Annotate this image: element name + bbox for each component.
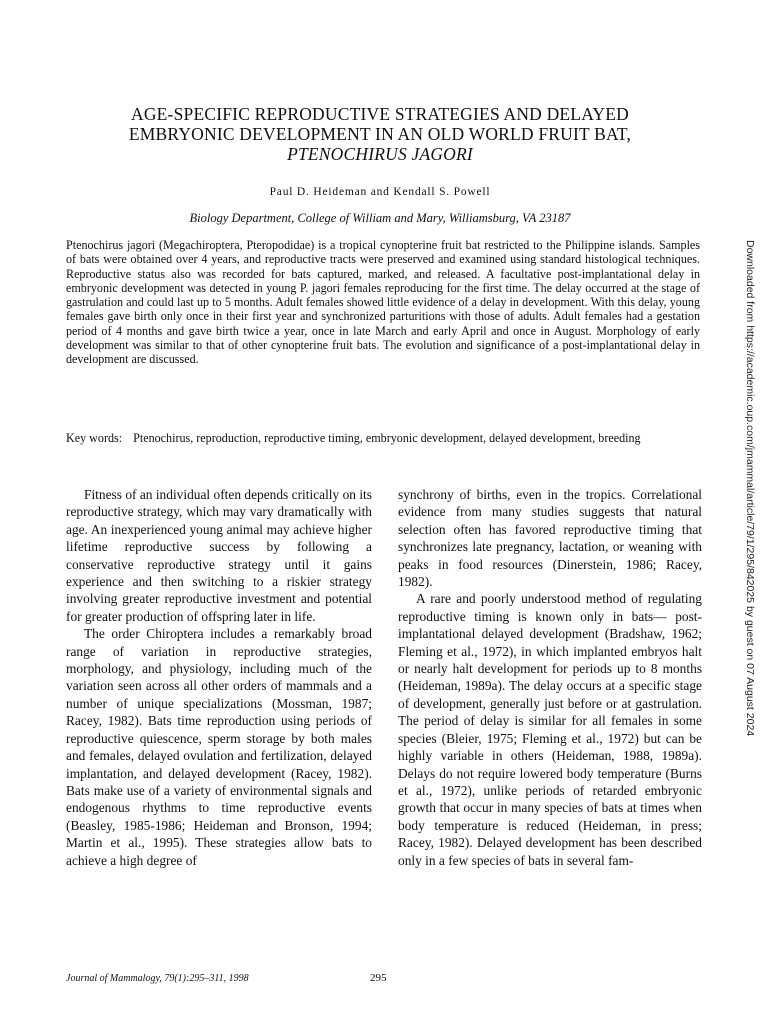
affiliation: Biology Department, College of William and Mary, Williamsburg, VA 23187 (189, 211, 571, 225)
body-column-left (66, 486, 372, 869)
keywords-label: Key words: (66, 431, 123, 445)
page-number: 295 (370, 972, 387, 984)
abstract-text: Ptenochirus jagori (Megachiroptera, Pteropodidae) is a tropical cynopterine fruit bat restricted to the Philippine islands. Samples of bats were obtained over 4 years, and reproductive tracts were preserved and examined using standard histological techniques. Reproductive status also was recorded for bats captured, marked, and released. A facultative post-implantational delay in embryonic development was detected in young P. jagori females reproducing for the first time. The delay occurred at the stage of gastrulation and could last up to 5 months. Adult females showed little evidence of a delay in development. With this delay, young females gave birth only once in their first year and synchronized parturitions with those of adults. Adult females had a gestation period of 4 months and gave birth twice a year, once in late March and early April and once in August. Morphology of early development was similar to that of other cynopterine fruit bats. The evolution and significance of a post-implantational delay in development are discussed. (66, 238, 700, 367)
body-column-right (398, 486, 702, 869)
download-watermark-text: Downloaded from https://academic.oup.com/jmammal/article/79/1/295/842025 by guest on 07 August 2024 (744, 240, 756, 737)
authors: Paul D. Heideman and Kendall S. Powell (269, 186, 491, 198)
title-line-3: PTENOCHIRUS JAGORI (287, 144, 473, 164)
keywords-text: Ptenochirus, reproduction, reproductive timing, embryonic development, delayed development, breeding (133, 431, 641, 445)
paragraph: A rare and poorly understood method of regulating reproductive timing is known only in bats— post-implantational delayed development (Bradshaw, 1962; Fleming et al., 1972), in which implanted embryos halt or nearly halt development for periods up to 8 months (Heideman, 1989a). The delay occurs at a specific stage of development, generally just before or at gastrulation. The period of delay is similar for all females in some species (Bleier, 1975; Fleming et al., 1972) but can be highly variable in others (Heideman, 1988, 1989a). Delays do not require lowered body temperature (Burns et al., 1972), unlike periods of retarded embryonic growth that occur in many species of bats at times when body temperature is reduced (Heideman, in press; Racey, 1982). Delayed development has been described only in a few species of bats in several fam- (398, 591, 702, 868)
paragraph: Fitness of an individual often depends critically on its reproductive strategy, which may vary dramatically with age. An inexperienced young animal may achieve higher lifetime reproductive success by following a conservative reproductive strategy until it gains experience and then switching to a riskier strategy involving greater reproductive investment and potential for greater production of offspring later in life. (66, 487, 372, 624)
paragraph: synchrony of births, even in the tropics. Correlational evidence from many studies suggests that natural selection often has favored reproductive timing that synchronizes late pregnancy, lactation, or weaning with peaks in food resources (Dinerstein, 1986; Racey, 1982). (398, 487, 702, 590)
abstract (66, 238, 700, 367)
page-footer (66, 973, 700, 984)
journal-citation: Journal of Mammalogy, 79(1):295–311, 1998 (66, 973, 249, 984)
download-watermark (742, 170, 762, 970)
keywords (66, 431, 700, 445)
title-line-1: AGE-SPECIFIC REPRODUCTIVE STRATEGIES AND DELAYED (130, 104, 629, 124)
paragraph: The order Chiroptera includes a remarkably broad range of variation in reproductive strategies, morphology, and physiology, including much of the variation seen across all other orders of mammals and a number of unique specializations (Mossman, 1987; Racey, 1982). Bats time reproduction using periods of reproductive quiescence, sperm storage by both males and females, delayed ovulation and fertilization, delayed implantation, and delayed development (Racey, 1982). Bats make use of a variety of environmental signals and endogenous rhythms to time reproductive events (Beasley, 1985-1986; Heideman and Bronson, 1994; Martin et al., 1995). These strategies allow bats to achieve a high degree of (66, 626, 372, 868)
title-line-2: EMBRYONIC DEVELOPMENT IN AN OLD WORLD FRUIT BAT, (128, 124, 632, 144)
article-title (60, 104, 700, 164)
